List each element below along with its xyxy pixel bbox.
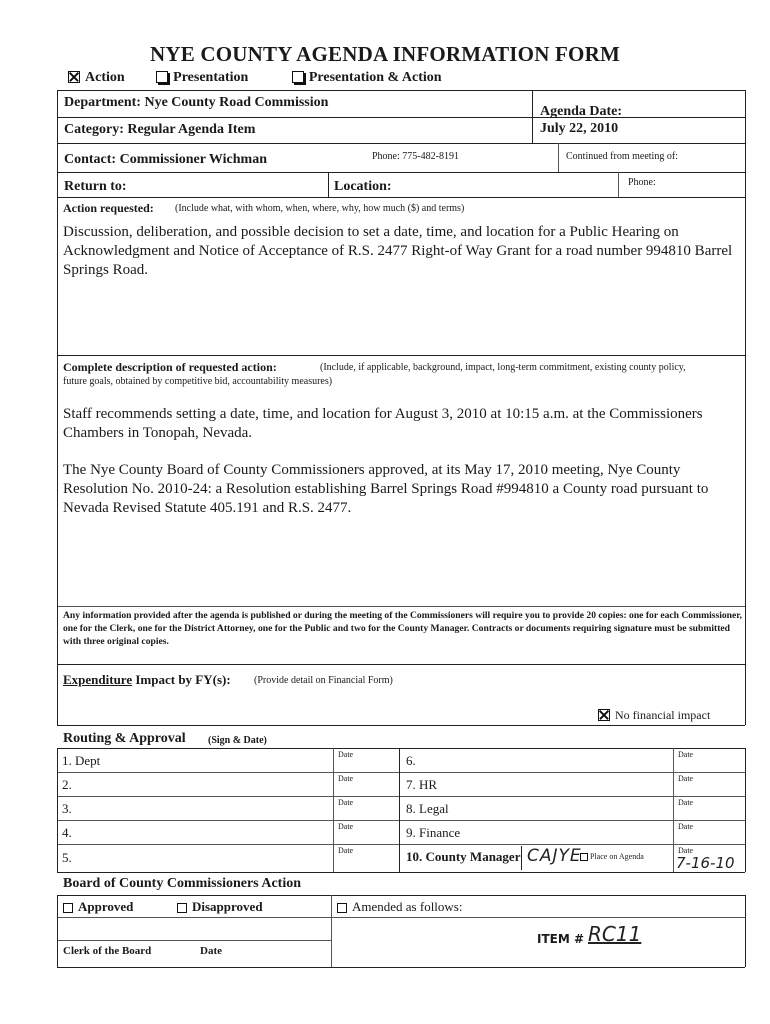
routing-left-4: 4. <box>62 825 72 840</box>
checked-box-icon[interactable] <box>68 71 80 83</box>
border-right <box>745 748 746 872</box>
divider <box>399 748 400 872</box>
rule <box>57 117 745 118</box>
checkbox-icon[interactable] <box>292 71 304 83</box>
date-label: Date <box>678 798 694 807</box>
checkbox-icon[interactable] <box>580 853 588 861</box>
agenda-date-label: Agenda Date: <box>540 104 623 119</box>
date-label: Date <box>338 822 354 831</box>
place-on-agenda[interactable]: Place on Agenda <box>580 852 644 861</box>
rule <box>57 748 745 749</box>
rule <box>57 895 745 896</box>
expenditure-label: Expenditure Impact by FY(s): <box>63 672 231 687</box>
rule <box>57 143 745 144</box>
checkbox-icon[interactable] <box>63 903 73 913</box>
action-requested-hint: (Include what, with whom, when, where, why, how much ($) and terms) <box>175 203 465 214</box>
item-label: ITEM # <box>537 932 585 946</box>
board-title: Board of County Commissioners Action <box>63 876 302 891</box>
bracket <box>521 846 523 870</box>
rule <box>57 772 745 773</box>
rule <box>57 172 745 173</box>
date-label: Date <box>338 846 354 855</box>
copies-notice: Any information provided after the agenda is published or during the meeting of the Commissioners will require you to provide 20 copies: one for each Commissioner, one for the Clerk, one for the District Attorney, one for the Public and two for the County Manager. Contracts or documents requiring signature must be submitted with three original copies. <box>63 610 743 647</box>
action-requested-text: Discussion, deliberation, and possible decision to set a date, time, and location for a Public Hearing on Acknowledgment and Notice of Acceptance of R.S. 2477 Right-of Way Grant for a road number 994810 Barrel Springs Road. <box>63 224 733 278</box>
checkbox-icon[interactable] <box>337 903 347 913</box>
routing-title: Routing & Approval <box>63 731 186 746</box>
return-to-field: Return to: <box>64 179 127 194</box>
rule <box>57 940 331 941</box>
divider <box>558 143 559 172</box>
complete-description-hint-1: (Include, if applicable, background, impact, long-term commitment, existing county policy, <box>320 362 686 373</box>
checkbox-icon[interactable] <box>177 903 187 913</box>
description-paragraph-1: Staff recommends setting a date, time, and location for August 3, 2010 at 10:15 a.m. at the Commissioners Chambers in Tonopah, Nevada. <box>63 406 703 441</box>
rule <box>57 844 745 845</box>
date-label: Date <box>678 846 694 855</box>
rule <box>57 90 745 91</box>
location-field: Location: <box>334 179 392 194</box>
form-title: NYE COUNTY AGENDA INFORMATION FORM <box>150 42 620 66</box>
border-right <box>745 895 746 967</box>
divider <box>618 172 619 197</box>
divider <box>673 748 674 872</box>
expenditure-hint: (Provide detail on Financial Form) <box>254 675 393 686</box>
manager-date: 7-16-10 <box>676 854 735 872</box>
routing-right-6: 6. <box>406 753 416 768</box>
department-field: Department: Nye County Road Commission <box>64 95 329 110</box>
routing-right-9: 9. Finance <box>406 825 461 840</box>
no-financial-impact[interactable]: No financial impact <box>598 708 710 723</box>
rule <box>57 872 745 873</box>
category-field: Category: Regular Agenda Item <box>64 122 256 137</box>
checked-box-icon[interactable] <box>598 709 610 721</box>
item-number: RC11 <box>588 922 642 946</box>
phone-field: Phone: 775-482-8191 <box>372 151 459 162</box>
divider <box>331 895 332 967</box>
option-presentation[interactable]: Presentation <box>156 70 248 86</box>
border-left <box>57 895 58 967</box>
complete-description-hint-2: future goals, obtained by competitive bid, accountability measures) <box>63 376 333 387</box>
routing-hint: (Sign & Date) <box>208 735 267 746</box>
description-paragraph-2: The Nye County Board of County Commissioners approved, at its May 17, 2010 meeting, Nye County Resolution No. 2010-24: a Resolution establishing Barrel Springs Road #994810 a County road pursuant to Nevada Revised Statute 405.191 and R.S. 2477. <box>63 462 709 516</box>
phone-field-2: Phone: <box>628 177 656 188</box>
agenda-date-value: July 22, 2010 <box>540 121 619 136</box>
date-label: Date <box>678 774 694 783</box>
amended-option[interactable]: Amended as follows: <box>337 899 462 915</box>
option-presentation-action[interactable]: Presentation & Action <box>292 70 442 86</box>
disapproved-option[interactable]: Disapproved <box>177 899 263 915</box>
type-options <box>68 70 470 86</box>
divider <box>532 90 533 143</box>
routing-left-3: 3. <box>62 801 72 816</box>
routing-right-7: 7. HR <box>406 777 438 792</box>
approved-option[interactable]: Approved <box>63 899 133 915</box>
divider <box>328 172 329 197</box>
border-right <box>745 90 746 725</box>
contact-field: Contact: Commissioner Wichman <box>64 152 267 167</box>
routing-right-10: 10. County Manager <box>406 849 521 864</box>
border-left <box>57 90 58 725</box>
rule <box>57 664 745 665</box>
rule <box>57 820 745 821</box>
rule <box>57 967 745 968</box>
complete-description-label: Complete description of requested action: <box>63 360 277 374</box>
clerk-date-label: Date <box>200 945 222 957</box>
date-label: Date <box>338 774 354 783</box>
date-label: Date <box>338 750 354 759</box>
rule <box>57 606 745 607</box>
routing-left-1: 1. Dept <box>62 753 101 768</box>
continued-field: Continued from meeting of: <box>566 151 678 162</box>
action-requested-label: Action requested: <box>63 201 154 215</box>
checkbox-icon[interactable] <box>156 71 168 83</box>
rule <box>57 796 745 797</box>
routing-left-5: 5. <box>62 850 72 865</box>
rule <box>57 725 745 726</box>
manager-signature: CAJYE <box>527 846 582 866</box>
divider <box>333 748 334 872</box>
routing-left-2: 2. <box>62 777 72 792</box>
routing-right-8: 8. Legal <box>406 801 449 816</box>
rule <box>57 197 745 198</box>
date-label: Date <box>678 750 694 759</box>
date-label: Date <box>338 798 354 807</box>
date-label: Date <box>678 822 694 831</box>
rule <box>57 917 745 918</box>
option-action[interactable]: Action <box>68 70 125 86</box>
clerk-label: Clerk of the Board <box>63 945 152 957</box>
rule <box>57 355 745 356</box>
border-left <box>57 748 58 872</box>
